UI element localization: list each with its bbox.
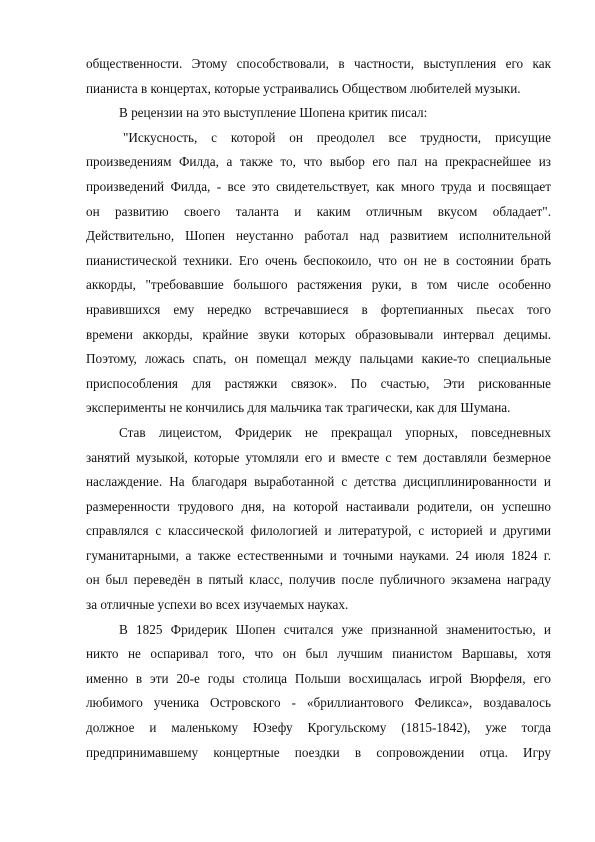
text-line: пианиста в концертах, которые устраивались Обществом любителей музыки. xyxy=(86,80,521,96)
text-line: никто не оспаривал того, что он был лучшим пианистом Варшавы, хотя xyxy=(86,646,551,662)
text-line: именно в эти 20-е годы столица Польши восхищалась игрой Вюрфеля, его xyxy=(86,670,551,686)
text-line: Поэтому, ложась спать, он помещал между пальцами какие-то специальные xyxy=(86,351,551,367)
text-line: общественности. Этому способствовали, в частности, выступления его как xyxy=(86,56,551,71)
text-line: гуманитарными, а также естественными и точными науками. 24 июля 1824 г. xyxy=(86,547,551,563)
text-line: любимого ученика Островского - «бриллиантового Феликса», воздавалось xyxy=(86,695,551,711)
text-line: он развитию своего таланта и каким отличным вкусом обладает". xyxy=(86,203,551,219)
text-line: аккорды, "требовавшие большого растяжения руки, в том числе особенно xyxy=(86,277,551,293)
text-line: за отличные успехи во всех изучаемых науках. xyxy=(86,597,349,613)
text-line: Став лицеистом, Фридерик не прекращал упорных, повседневных xyxy=(119,424,551,440)
text-line: времени аккорды, крайние звуки которых образовывали интервал децимы. xyxy=(86,326,551,342)
text-line: справлялся с классической филологией и литературой, с историей и другими xyxy=(86,523,551,539)
text-line: наслаждение. На благодаря выработанной с детства дисциплинированности и xyxy=(86,474,551,490)
text-line: размеренности трудового дня, на которой настаивали родители, он успешно xyxy=(86,498,551,514)
text-line: нравившихся ему нередко встречавшиеся в фортепианных пьесах того xyxy=(86,301,551,317)
text-line: приспособления для растяжки связок». По счастью, Эти рискованные xyxy=(86,375,551,391)
text-line: "Искусность, с которой он преодолел все трудности, присущие xyxy=(123,129,551,145)
text-line: предпринимавшему концертные поездки в сопровождении отца. Игру xyxy=(86,744,551,760)
text-line: он был переведён в пятый класс, получив после публичного экзамена награду xyxy=(86,572,551,588)
text-line: В рецензии на это выступление Шопена критик писал: xyxy=(119,105,428,121)
text-line: В 1825 Фридерик Шопен считался уже признанной знаменитостью, и xyxy=(119,621,551,637)
text-line: произведениям Филда, а также то, что выбор его пал на прекраснейшее из xyxy=(86,154,551,170)
text-line: произведений Филда, - все это свидетельствует, как много труда и посвящает xyxy=(86,178,551,194)
text-line: занятий музыкой, которые утомляли его и вместе с тем доставляли безмерное xyxy=(86,449,551,465)
text-line: Действительно, Шопен неустанно работал над развитием исполнительной xyxy=(86,228,551,244)
document-page xyxy=(86,52,551,765)
text-line: эксперименты не кончились для мальчика так трагически, как для Шумана. xyxy=(86,400,511,416)
text-line: должное и маленькому Юзефу Крогульскому (1815-1842), уже тогда xyxy=(86,720,551,736)
text-line: пианистической техники. Его очень беспокоило, что он не в состоянии брать xyxy=(86,252,551,268)
